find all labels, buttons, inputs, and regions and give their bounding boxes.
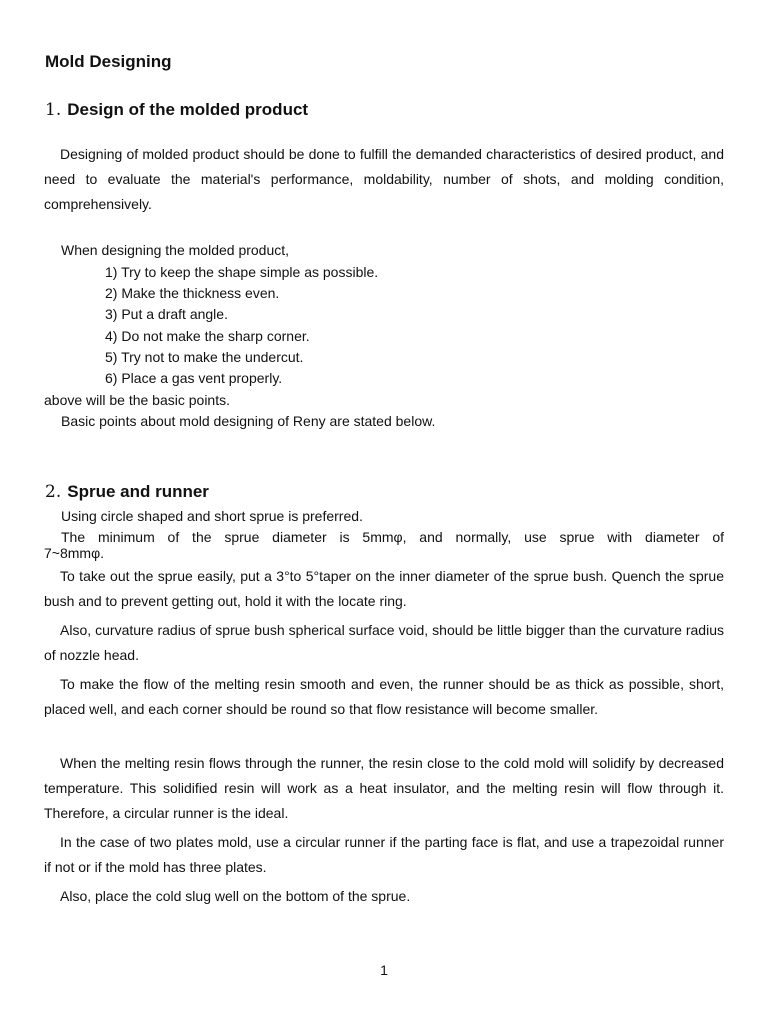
sprue-paragraph: Also, place the cold slug well on the bottom of the sprue. (60, 888, 411, 904)
list-item: 2) Make the thickness even. (105, 285, 280, 301)
sprue-line-1: Using circle shaped and short sprue is preferred. (61, 508, 363, 524)
sprue-line-2: The minimum of the sprue diameter is 5mmφ, and normally, use sprue with diameter of (61, 529, 724, 545)
sprue-paragraph: In the case of two plates mold, use a circular runner if the parting face is flat, and use a trapezoidal runner if not or if the mold has three plates. (44, 834, 724, 875)
list-item: 4) Do not make the sharp corner. (105, 328, 310, 344)
list-item: 1) Try to keep the shape simple as possible. (105, 264, 379, 280)
list-item: 6) Place a gas vent properly. (105, 370, 283, 386)
section-1-paragraph: Designing of molded product should be done to fulfill the demanded characteristics of desired product, and need to evaluate the material's performance, moldability, number of shots, and molding condition, comprehensively. (44, 146, 724, 212)
sprue-paragraph: To make the flow of the melting resin smooth and even, the runner should be as thick as possible, short, placed well, and each corner should be round so that flow resistance will become smaller. (44, 676, 724, 717)
list-intro: When designing the molded product, (61, 242, 290, 258)
sprue-paragraph: To take out the sprue easily, put a 3°to 5°taper on the inner diameter of the sprue bush. Quench the sprue bush and to prevent getting out, hold it with the locate ring. (44, 568, 724, 609)
sprue-line-2-cont: 7~8mmφ. (44, 545, 105, 561)
sprue-paragraph: When the melting resin flows through the runner, the resin close to the cold mold will solidify by decreased temperature. This solidified resin will work as a heat insulator, and the melting resin will flow through it. Therefore, a circular runner is the ideal. (44, 755, 724, 821)
section-2-heading (45, 482, 209, 502)
basic-points-line: Basic points about mold designing of Reny are stated below. (61, 413, 436, 429)
section-1-title: Design of the molded product (67, 100, 309, 119)
section-2-number: 2. (45, 482, 62, 502)
list-item: 5) Try not to make the undercut. (105, 349, 304, 365)
section-1-heading (45, 100, 308, 120)
section-1-number: 1. (45, 100, 62, 120)
list-outro: above will be the basic points. (44, 392, 230, 408)
page-number: 1 (380, 962, 388, 978)
document-title: Mold Designing (45, 52, 172, 71)
sprue-paragraph: Also, curvature radius of sprue bush spherical surface void, should be little bigger than the curvature radius of nozzle head. (44, 622, 724, 663)
section-2-title: Sprue and runner (67, 482, 209, 501)
list-item: 3) Put a draft angle. (105, 306, 228, 322)
